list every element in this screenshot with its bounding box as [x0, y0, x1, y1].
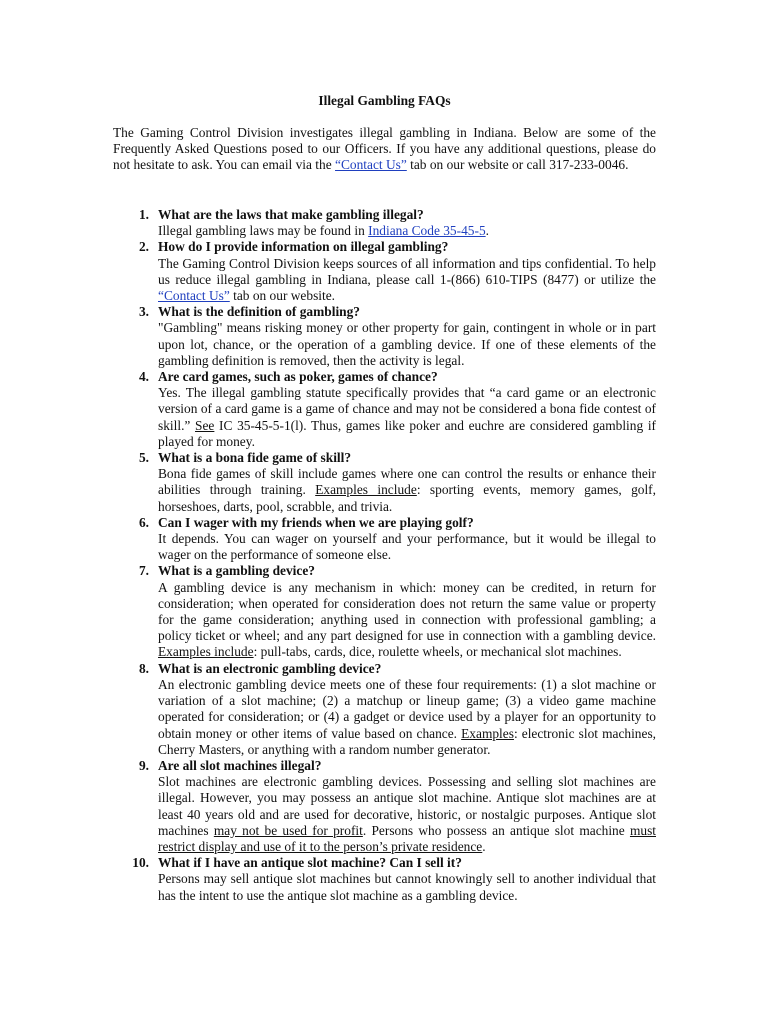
faq-item: [113, 758, 656, 855]
faq-question: What is the definition of gambling?: [158, 304, 360, 320]
faq-question: What is a bona fide game of skill?: [158, 450, 352, 466]
faq-item: [113, 855, 656, 904]
faq-question: What is a gambling device?: [158, 563, 315, 579]
faq-answer: "Gambling" means risking money or other property for gain, contingent in whole or in part upon lot, chance, or the operation of a gambling device. If one of these elements of the gambling definition is removed, then the activity is legal.: [158, 320, 656, 368]
faq-number: 3.: [138, 304, 149, 320]
faq-number: 9.: [138, 757, 149, 773]
answer-text: Slot machines are electronic gambling devices. Possessing and selling slot machines are illegal. However, you may possess an antique slot machine. Antique slot machines are at least 40 years old and are used for decorative, historic, or nostalgic purposes. Antique slot machines: [158, 774, 656, 838]
faq-number: 7.: [138, 563, 149, 579]
faq-item: [113, 369, 656, 450]
underlined-text: may not be used for profit: [213, 822, 363, 838]
faq-answer: [158, 677, 656, 758]
faq-answer: [158, 385, 656, 450]
faq-question: What if I have an antique slot machine? Can I sell it?: [158, 855, 462, 871]
faq-answer: [158, 223, 656, 239]
faq-list: [113, 207, 656, 904]
faq-answer: [158, 466, 656, 515]
faq-item: [113, 661, 656, 758]
faq-item: [113, 450, 656, 515]
underlined-text: See: [195, 417, 215, 433]
faq-answer: [158, 774, 656, 855]
answer-text-end: : pull-tabs, cards, dice, roulette wheels, or mechanical slot machines.: [253, 644, 622, 660]
faq-question: Are card games, such as poker, games of chance?: [158, 369, 438, 385]
faq-item: [113, 239, 656, 304]
faq-number: 4.: [138, 369, 149, 385]
contact-us-link[interactable]: “Contact Us”: [158, 288, 230, 304]
answer-text-end: IC 35-45-5-1(l). Thus, games like poker and euchre are considered gambling if played for money.: [158, 417, 656, 449]
answer-text-end: .: [485, 223, 489, 239]
intro-text-end: tab on our website or call 317-233-0046.: [406, 157, 629, 173]
underlined-text: Examples include: [315, 482, 417, 498]
answer-text: Yes. The illegal gambling statute specifically provides that “a card game or an electronic version of a card game is a game of chance and may not be considered a bona fide contest of skill.”: [158, 385, 656, 433]
answer-text: An electronic gambling device meets one of these four requirements: (1) a slot machine or variation of a slot machine; (2) a matchup or lineup game; (3) a video game machine operated for consideration; or (4) a gadget or device used by a player for an opportunity to obtain money or other items of value based on chance.: [158, 676, 656, 741]
answer-text-end: : electronic slot machines, Cherry Masters, or anything with a random number generator.: [158, 725, 656, 757]
faq-number: 2.: [138, 239, 149, 255]
faq-item: [113, 304, 656, 369]
answer-text-mid: . Persons who possess an antique slot machine: [362, 822, 630, 838]
faq-question: What are the laws that make gambling illegal?: [158, 207, 424, 222]
faq-number: 1.: [138, 207, 149, 222]
faq-number: 6.: [138, 514, 149, 530]
faq-item: [113, 563, 656, 660]
answer-text: The Gaming Control Division keeps sources of all information and tips confidential. To help us reduce illegal gambling in Indiana, please call 1-(866) 610-TIPS (8477) or utilize the: [158, 255, 656, 287]
underlined-text: Examples: [461, 725, 514, 741]
document-title: Illegal Gambling FAQs: [318, 93, 451, 108]
faq-item: [113, 515, 656, 564]
intro-text: The Gaming Control Division investigates illegal gambling in Indiana. Below are some of the Frequently Asked Questions posed to our Officers. If you have any additional questions, please do not hesitate to ask. You can email via the: [113, 125, 656, 173]
faq-question: How do I provide information on illegal gambling?: [158, 239, 449, 255]
faq-number: 5.: [138, 450, 149, 466]
faq-question: Can I wager with my friends when we are playing golf?: [158, 514, 474, 530]
contact-us-link[interactable]: “Contact Us”: [335, 157, 407, 173]
answer-text-end: tab on our website.: [229, 288, 336, 304]
faq-question: Are all slot machines illegal?: [158, 757, 322, 773]
underlined-text: Examples include: [158, 644, 254, 660]
underlined-text: must restrict display and use of it to the person’s private residence: [158, 822, 656, 854]
faq-answer: Persons may sell antique slot machines but cannot knowingly sell to another individual that has the intent to use the antique slot machine as a gambling device.: [158, 871, 656, 903]
answer-text: A gambling device is any mechanism in which: money can be credited, in return for consideration; when operated for consideration does not return the same value or property for the game consideration; anything used in connection with professional gambling; a policy ticket or wheel; and any part designed for use in connection with a gambling device.: [158, 579, 656, 644]
faq-item: [113, 207, 656, 239]
indiana-code-link[interactable]: Indiana Code 35-45-5: [368, 223, 486, 239]
answer-text-end: : sporting events, memory games, golf, horseshoes, darts, pool, scrabble, and trivia.: [158, 482, 656, 514]
answer-text-end: .: [482, 838, 486, 854]
faq-answer: [158, 580, 656, 661]
faq-answer: [158, 256, 656, 305]
answer-text: Bona fide games of skill include games where one can control the results or enhance their abilities through training.: [158, 466, 656, 498]
faq-number: 10.: [132, 855, 149, 871]
faq-number: 8.: [138, 660, 149, 676]
faq-question: What is an electronic gambling device?: [158, 660, 382, 676]
intro-paragraph: [113, 125, 656, 174]
answer-text: Illegal gambling laws may be found in: [158, 223, 369, 239]
faq-answer: It depends. You can wager on yourself and your performance, but it would be illegal to wager on the performance of someone else.: [158, 531, 656, 563]
